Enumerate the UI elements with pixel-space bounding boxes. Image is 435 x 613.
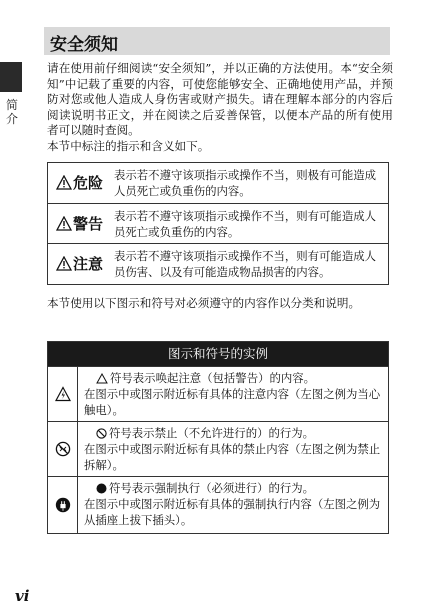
warning-triangle-icon xyxy=(56,216,72,231)
symbol-row-mandatory xyxy=(48,476,388,533)
warning-description: 表示若不遵守该项指示或操作不当，则有可能造成人员死亡或负重伤的内容。 xyxy=(114,209,376,239)
electric-shock-warning-icon xyxy=(55,386,71,402)
no-disassembly-icon xyxy=(55,441,71,457)
warning-label-text: 危险 xyxy=(73,174,104,192)
warning-label xyxy=(56,253,103,274)
filled-circle-icon xyxy=(96,483,107,494)
warning-description: 表示若不遵守该项指示或操作不当，则有可能造成人员伤害、以及有可能造成物品损害的内容。 xyxy=(114,249,376,279)
symbol-meaning-text: 符号表示禁止（不允许进行的）的行为。 xyxy=(109,426,315,440)
warning-label xyxy=(56,213,103,234)
intro-note: 本节中标注的指示和含义如下。 xyxy=(47,138,210,153)
symbol-row-caution xyxy=(48,366,388,421)
warning-label xyxy=(56,172,103,193)
symbol-description xyxy=(84,480,386,528)
warning-label-text: 警告 xyxy=(73,215,104,233)
unplug-icon xyxy=(55,497,71,513)
warning-description: 表示若不遵守该项指示或操作不当，则极有可能造成人员死亡或负重伤的内容。 xyxy=(114,168,376,198)
symbol-example-cell xyxy=(48,422,78,476)
symbol-detail: 在图示中或图示附近标有具体的注意内容（左图之例为当心触电）。 xyxy=(84,387,381,417)
chapter-label: 简介 xyxy=(5,98,18,126)
symbol-meaning-text: 符号表示强制执行（必须进行）的行为。 xyxy=(109,481,315,495)
symbol-example-cell xyxy=(48,367,78,421)
symbol-example-cell xyxy=(48,477,78,533)
warning-triangle-icon xyxy=(56,256,72,271)
warning-triangle-icon xyxy=(56,175,72,190)
page-number: vi xyxy=(15,587,30,605)
triangle-outline-icon xyxy=(96,373,108,384)
warning-row-warning xyxy=(48,203,388,244)
section-title-bar xyxy=(44,27,390,55)
intro-paragraph: 请在使用前仔细阅读“安全须知”，并以正确的方法使用。本“安全须知”中记载了重要的内容，可使您能够安全、正确地使用产品，并预防对您或他人造成人身伤害或财产损失。请在理解本部分的内容后阅读说明书正文，并在阅读之后妥善保管，以便本产品的所有使用者可以随时查阅。 xyxy=(47,61,393,138)
symbol-description xyxy=(84,425,386,473)
chapter-tab-marker xyxy=(0,62,22,92)
prohibition-icon xyxy=(96,428,107,439)
page-title: 安全须知 xyxy=(50,35,118,55)
intro-text xyxy=(47,61,393,155)
symbol-detail: 在图示中或图示附近标有具体的强制执行内容（左图之例为从插座上拔下插头）。 xyxy=(84,497,381,527)
warning-row-caution xyxy=(48,243,388,284)
warning-label-text: 注意 xyxy=(73,255,104,273)
symbol-row-prohibition xyxy=(48,421,388,476)
symbol-detail: 在图示中或图示附近标有具体的禁止内容（左图之例为禁止拆解）。 xyxy=(84,442,381,472)
symbols-table xyxy=(47,341,389,534)
warning-row-danger xyxy=(48,163,388,204)
symbol-meaning xyxy=(84,425,386,441)
section-text: 本节使用以下图示和符号对必须遵守的内容作以分类和说明。 xyxy=(47,296,361,310)
symbols-table-header: 图示和符号的实例 xyxy=(48,342,388,366)
symbol-meaning-text: 符号表示唤起注意（包括警告）的内容。 xyxy=(110,371,316,385)
symbol-meaning xyxy=(84,370,386,386)
symbol-meaning xyxy=(84,480,386,496)
warning-levels-table xyxy=(47,162,389,285)
symbol-description xyxy=(84,370,386,418)
